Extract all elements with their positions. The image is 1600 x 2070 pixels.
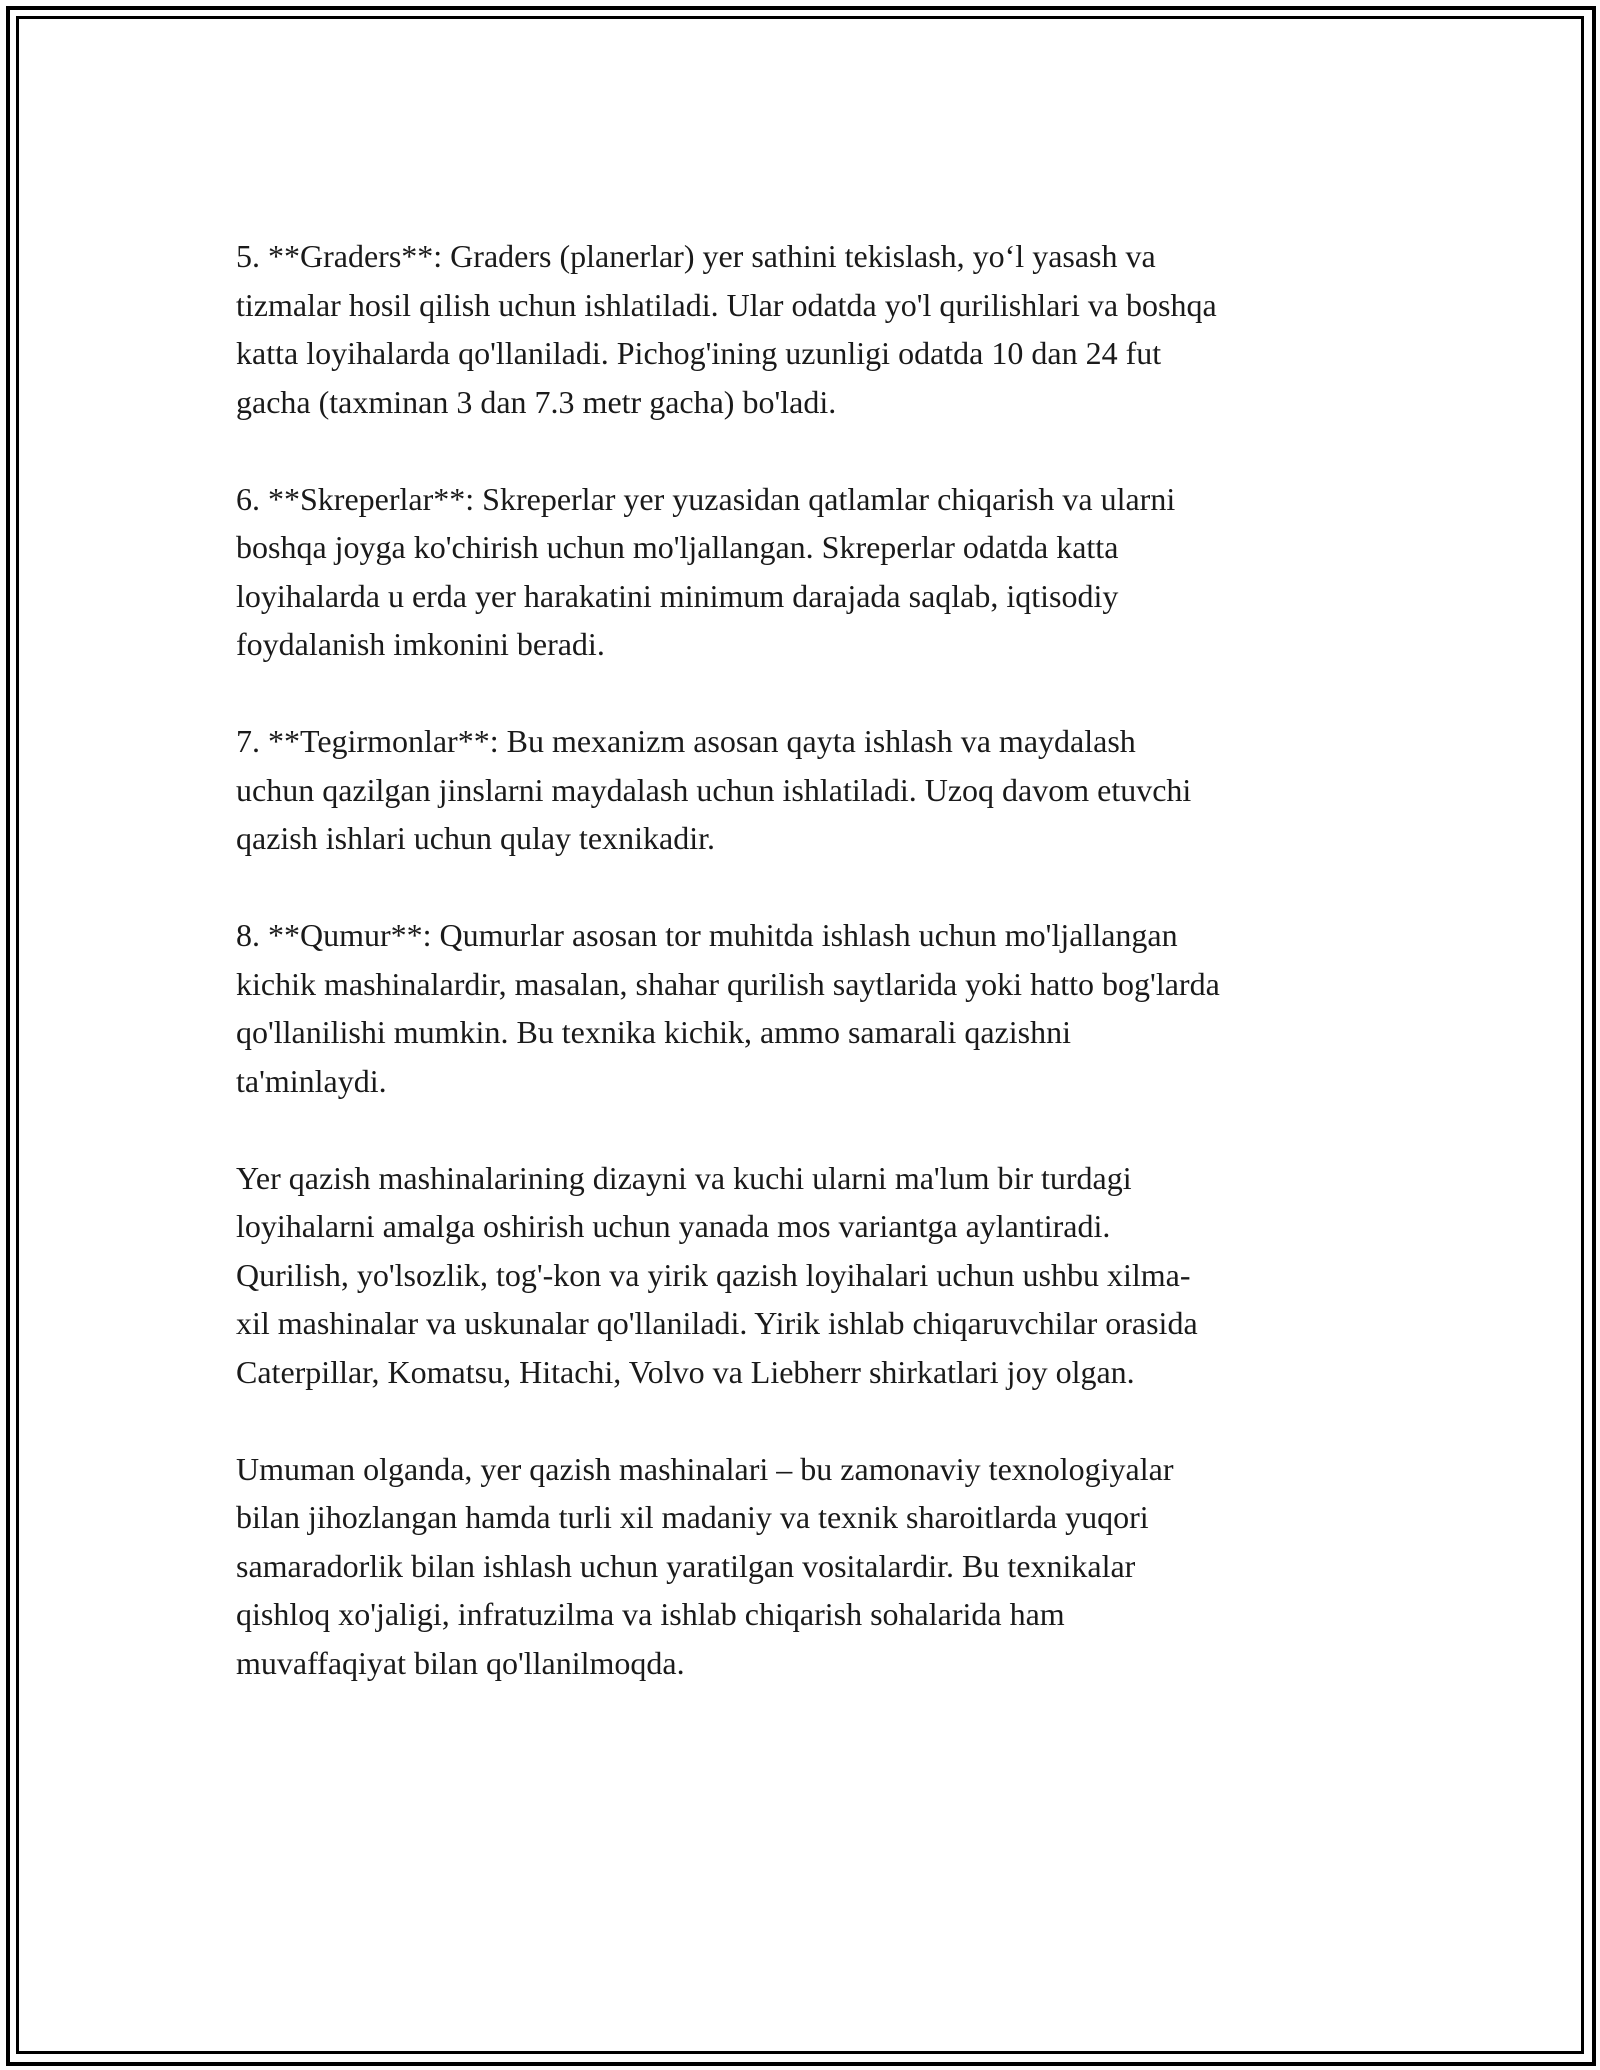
document-body <box>236 232 1376 1736</box>
paragraph-design-summary: Yer qazish mashinalarining dizayni va kuchi ularni ma'lum bir turdagi loyihalarni amalga oshirish uchun yanada mos variantga aylantiradi. Qurilish, yo'lsozlik, tog'-kon va yirik qazish loyihalari uchun ushbu xilma- xil mashinalar va uskunalar qo'llaniladi. Yirik ishlab chiqaruvchilar orasida Caterpillar, Komatsu, Hitachi, Volvo va Liebherr shirkatlari joy olgan. <box>236 1159 1198 1390</box>
paragraph-graders: 5. **Graders**: Graders (planerlar) yer sathini tekislash, yo‘l yasash va tizmalar hosil qilish uchun ishlatiladi. Ular odatda yo'l qurilishlari va boshqa katta loyihalarda qo'llaniladi. Pichog'ining uzunligi odatda 10 dan 24 fut gacha (taxminan 3 dan 7.3 metr gacha) bo'ladi. <box>236 238 1217 420</box>
paragraph-skreperlar: 6. **Skreperlar**: Skreperlar yer yuzasidan qatlamlar chiqarish va ularni boshqa joyga ko'chirish uchun mo'ljallangan. Skreperlar odatda katta loyihalarda u erda yer harakatini minimum darajada saqlab, iqtisodiy foydalanish imkonini beradi. <box>236 480 1176 662</box>
paragraph-qumur: 8. **Qumur**: Qumurlar asosan tor muhitda ishlash uchun mo'ljallangan kichik mashinalardir, masalan, shahar qurilish saytlarida yoki hatto bog'larda qo'llanilishi mumkin. Bu texnika kichik, ammo samarali qazishni ta'minlaydi. <box>236 917 1220 1099</box>
paragraph-conclusion: Umuman olganda, yer qazish mashinalari – bu zamonaviy texnologiyalar bilan jihozlangan hamda turli xil madaniy va texnik sharoitlarda yuqori samaradorlik bilan ishlash uchun yaratilgan vositalardir. Bu texnikalar qishloq xo'jaligi, infratuzilma va ishlab chiqarish sohalarida ham muvaffaqiyat bilan qo'llanilmoqda. <box>236 1450 1174 1681</box>
paragraph-tegirmonlar: 7. **Tegirmonlar**: Bu mexanizm asosan qayta ishlash va maydalash uchun qazilgan jinslarni maydalash uchun ishlatiladi. Uzoq davom etuvchi qazish ishlari uchun qulay texnikadir. <box>236 723 1192 856</box>
